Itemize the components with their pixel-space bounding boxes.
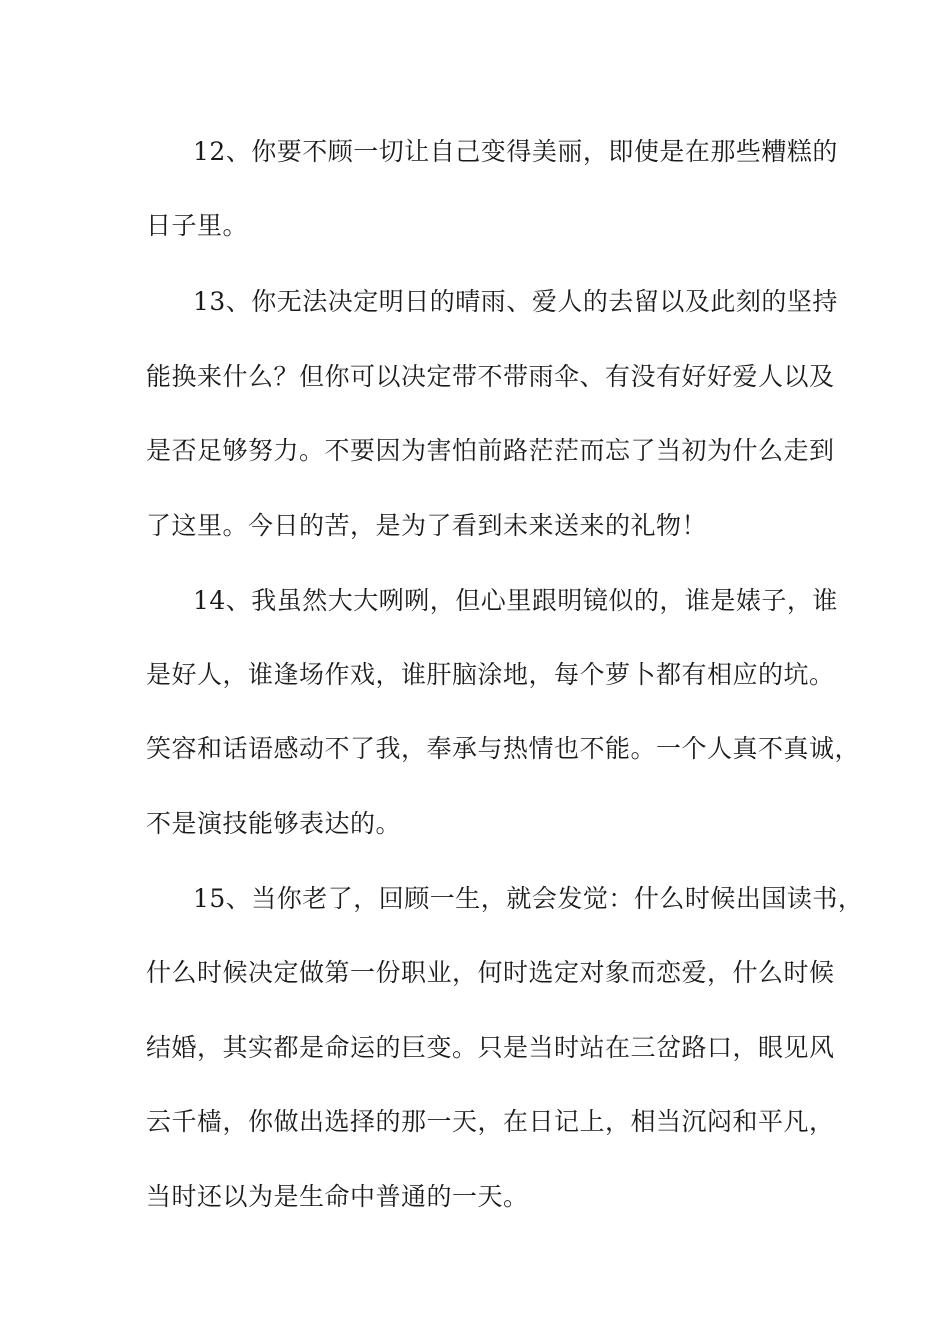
paragraph-12-line-2: 日子里。 (146, 211, 249, 240)
paragraph-13-line-4: 了这里。今日的苦，是为了看到未来送来的礼物！ (146, 511, 708, 540)
paragraph-13-line-1: 13、你无法决定明日的晴雨、爱人的去留以及此刻的坚持 (193, 287, 838, 316)
paragraph-15-line-2: 什么时候决定做第一份职业，何时选定对象而恋爱，什么时候 (146, 958, 835, 987)
paragraph-14-line-4: 不是演技能够表达的。 (146, 809, 402, 838)
paragraph-12-line-1: 12、你要不顾一切让自己变得美丽，即使是在那些糟糕的 (193, 137, 838, 166)
paragraph-14-line-1: 14、我虽然大大咧咧，但心里跟明镜似的，谁是婊子，谁 (193, 586, 838, 615)
paragraph-15-line-3: 结婚，其实都是命运的巨变。只是当时站在三岔路口，眼见风 (146, 1033, 835, 1062)
paragraph-15-line-4: 云千樯，你做出选择的那一天，在日记上，相当沉闷和平凡， (146, 1107, 835, 1136)
paragraph-13-line-3: 是否足够努力。不要因为害怕前路茫茫而忘了当初为什么走到 (146, 436, 835, 465)
paragraph-14-line-3: 笑容和话语感动不了我，奉承与热情也不能。一个人真不真诚， (146, 734, 861, 763)
paragraph-15-line-5: 当时还以为是生命中普通的一天。 (146, 1182, 529, 1211)
paragraph-15-line-1: 15、当你老了，回顾一生，就会发觉：什么时候出国读书， (193, 884, 864, 913)
paragraph-13-line-2: 能换来什么？但你可以决定带不带雨伞、有没有好好爱人以及 (146, 362, 835, 391)
paragraph-14-line-2: 是好人，谁逢场作戏，谁肝脑涂地，每个萝卜都有相应的坑。 (146, 660, 835, 689)
